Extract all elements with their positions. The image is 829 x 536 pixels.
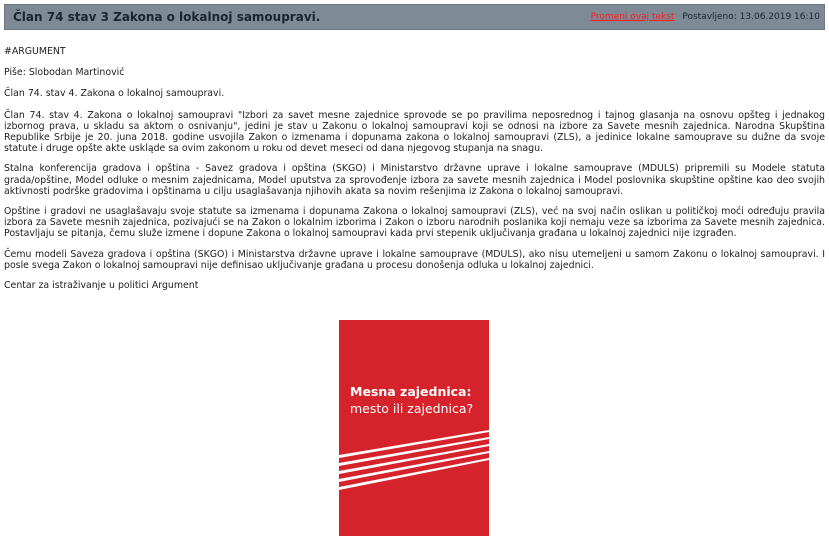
book-cover-image xyxy=(339,320,489,536)
post-meta xyxy=(591,12,820,22)
article-paragraph-4: Čemu modeli Saveza gradova i opština (SKGO) i Ministarstva državne uprave i lokalne samouprave (MDULS), ako nisu utemeljeni u samom Zakonu o lokalnoj samoupravi. I posle svega Zakon o lokalnoj samoupravi nije definisao uključivanje građana u procesu donošenja odluka u lokalnoj zajednici. xyxy=(4,248,825,271)
article-author: Piše: Slobodan Martinović xyxy=(4,67,125,79)
cover-title xyxy=(350,383,485,417)
article-body xyxy=(4,46,825,301)
article-paragraph-2: Stalna konferencija gradova i opština - Savez gradova i opština (SKGO) i Ministarstvo državne uprave i lokalne samouprave (MDULS) pripremili su Modele statuta grada/opštine, Model odluke o mesnim zajednicama, Model uputstva za sprovođenje izbora za savete mesnih zajednica i Model poslovnika skupštine opštine kao deo svojih aktivnosti podrške gradovima i opštinama u cilju usaglašavanja njihovih akata sa novim rešenjima iz Zakona o lokalnoj samoupravi. xyxy=(4,163,825,197)
article-paragraph-3: Opštine i gradovi ne usaglašavaju svoje statute sa izmenama i dopunama Zakona o lokalnoj samoupravi (ZLS), već na svoj način oslikan u političkoj moći određuju pravila izbora za Savete mesnih zajednica, pozivajući se na Zakon o lokalnim izborima i Zakon o izboru narodnih poslanika koji nemaju veze sa izborima za Savete mesnih zajednica. Postavljaju se pitanja, čemu služe izmene i dopune Zakona o lokalnoj samoupravi kada prvi stepenik uključivanja građana u lokalnoj zajednici nije izgrađen. xyxy=(4,206,825,240)
article-paragraph-1: Član 74. stav 4. Zakona o lokalnoj samoupravi "Izbori za savet mesne zajednice sprovode se po pravilima neposrednog i tajnog glasanja na osnovu opšteg i jednakog izbornog prava, u skladu sa aktom o osnivanju", jedini je stav u Zakonu o lokalnoj samoupravi koji se odnosi na izbore za Savete mesnih zajednica. Narodna Skupština Republike Srbije je 20. juna 2018. godine usvojila Zakon o izmenama i dopunama zakona o lokalnoj samoupravi (ZLS), a jedinice lokalne samouprave su dužne da svoje statute i druge opšte akte uskląde sa ovim zakonom u roku od devet meseci od dana njegovog stupanja na snagu. xyxy=(4,109,825,155)
post-title: Član 74 stav 3 Zakona o lokalnoj samoupravi. xyxy=(13,10,321,24)
cover-title-line-1: Mesna zajednica: xyxy=(350,384,472,399)
edit-text-link[interactable]: Promeni ovaj tekst xyxy=(590,12,675,22)
cover-stripes-graphic xyxy=(339,320,489,536)
article-signature: Centar za istraživanje u politici Argument xyxy=(4,280,199,292)
cover-title-line-2: mesto ili zajednica? xyxy=(350,401,474,416)
article-subtitle: Član 74. stav 4. Zakona o lokalnoj samoupravi. xyxy=(4,88,225,100)
post-header xyxy=(4,4,825,30)
article-tag: #ARGUMENT xyxy=(4,46,66,57)
posted-date: Postavljeno: 13.06.2019 16:10 xyxy=(682,12,820,22)
